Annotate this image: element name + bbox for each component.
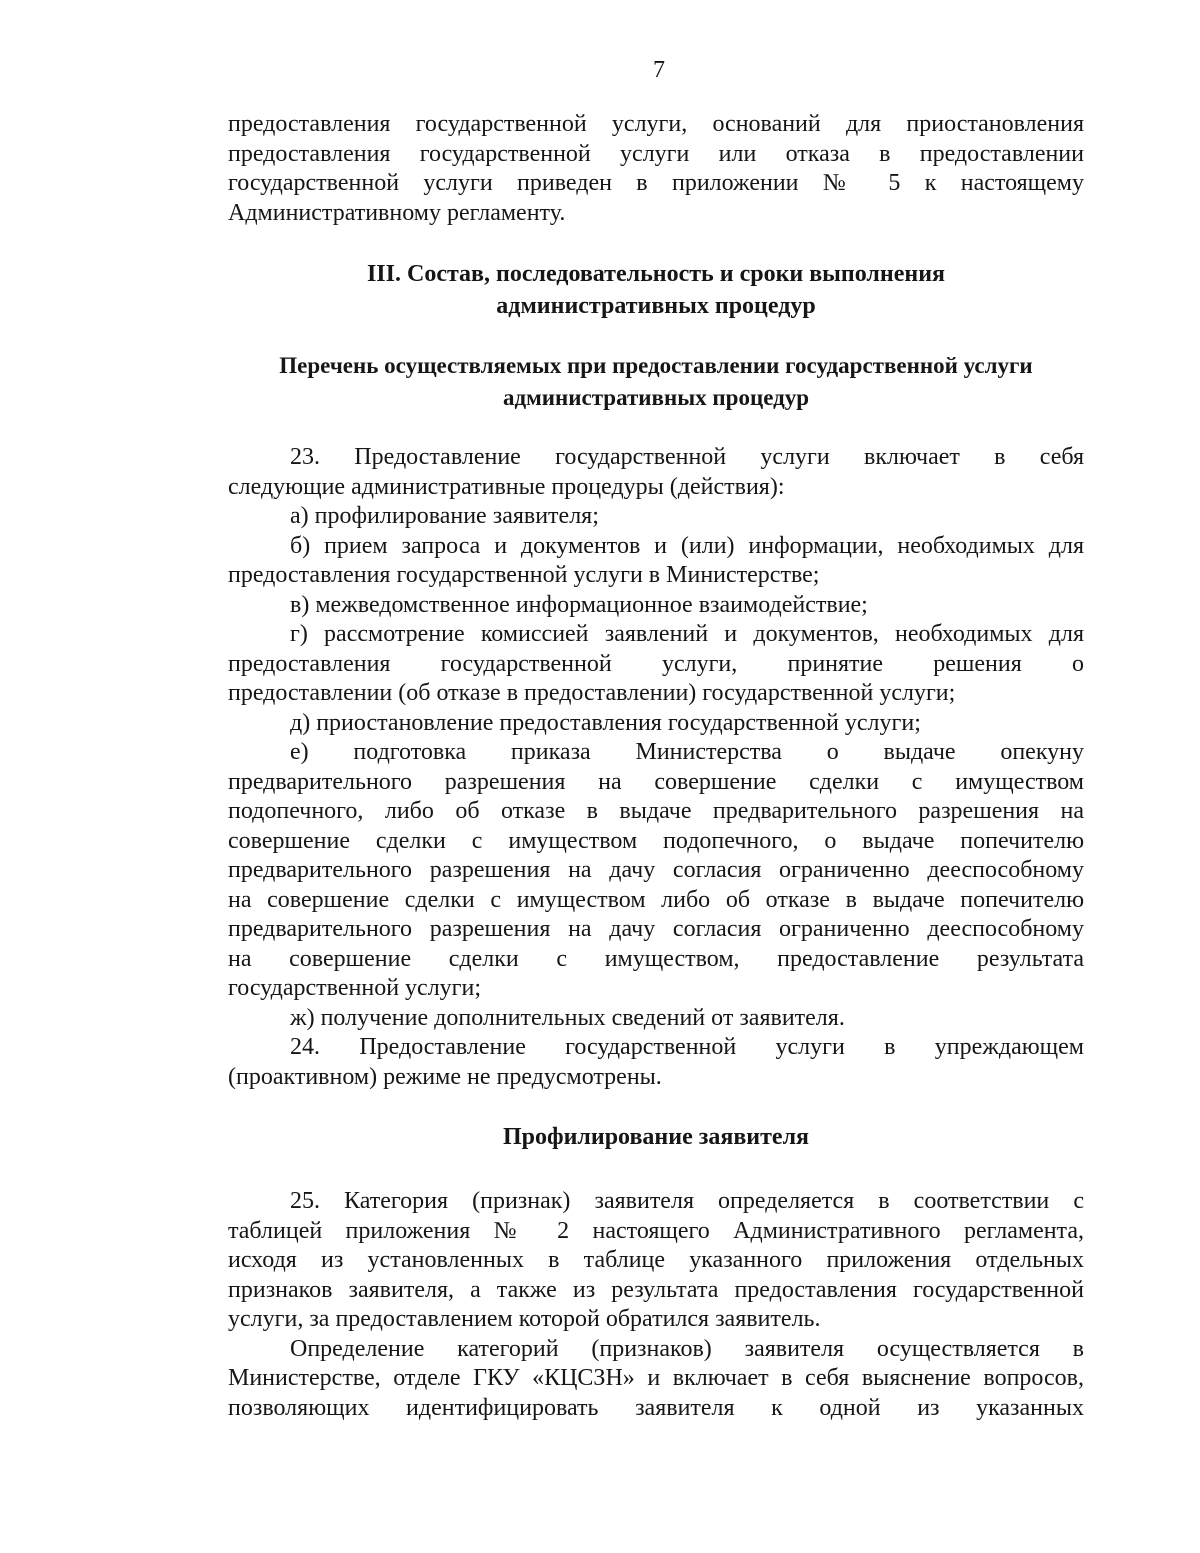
list-item-b (228, 532, 1084, 591)
subsection-heading (228, 350, 1084, 414)
paragraph-25 (228, 1187, 1084, 1335)
text-line: б) прием запроса и документов и (или) информации, необходимых для (290, 532, 1084, 559)
section-heading (228, 258, 1084, 322)
text-line: 23. Предоставление государственной услуги включает в себя (290, 444, 1084, 470)
text-line: в) межведомственное информационное взаимодействие; (290, 591, 868, 618)
profiling-heading (228, 1121, 1084, 1153)
page-number: 7 (653, 57, 665, 83)
text-line: государственной услуги приведен в приложении № 5 к настоящему (228, 170, 1084, 196)
text-line: предоставления государственной услуги или отказа в предоставлении (228, 140, 1084, 167)
text-line: услуги, за предоставлением которой обратился заявитель. (228, 1306, 821, 1332)
text-line: 25. Категория (признак) заявителя определяется в соответствии с (290, 1188, 1084, 1214)
text-line: предварительного разрешения на дачу согласия ограниченно дееспособному (228, 916, 1084, 942)
text-line: д) приостановление предоставления государственной услуги; (290, 709, 921, 736)
heading-line: административных процедур (496, 293, 816, 319)
heading-line: административных процедур (502, 385, 810, 410)
text-line: предоставления государственной услуги, принятие решения о (228, 650, 1084, 677)
intro-paragraph (228, 110, 1084, 228)
heading-line: Профилирование заявителя (502, 1124, 810, 1150)
text-line: совершение сделки с имуществом подопечного, о выдаче попечителю (228, 827, 1084, 854)
text-line: ж) получение дополнительных сведений от заявителя. (290, 1004, 845, 1031)
text-line: Министерстве, отделе ГКУ «КЦСЗН» и включает в себя выяснение вопросов, (228, 1365, 1084, 1391)
text-line: следующие административные процедуры (действия): (228, 473, 785, 500)
text-line: предоставления государственной услуги в Министерстве; (228, 562, 820, 588)
list-item-d (228, 709, 1084, 739)
text-line: а) профилирование заявителя; (290, 503, 599, 529)
list-item-g (228, 620, 1084, 709)
text-line: позволяющих идентифицировать заявителя к одной из указанных (228, 1394, 1084, 1421)
paragraph-23 (228, 443, 1084, 502)
text-line: предварительного разрешения на дачу согласия ограниченно дееспособному (228, 857, 1084, 883)
text-line: (проактивном) режиме не предусмотрены. (228, 1063, 662, 1090)
text-line: на совершение сделки с имуществом, предоставление результата (228, 945, 1084, 972)
list-item-zh (228, 1004, 1084, 1034)
paragraph-24 (228, 1033, 1084, 1092)
document-body (228, 110, 1084, 1423)
paragraph-25-continued (228, 1335, 1084, 1424)
heading-line: Перечень осуществляемых при предоставлении государственной услуги (279, 353, 1033, 378)
text-line: предоставления государственной услуги, оснований для приостановления (228, 111, 1084, 137)
text-line: 24. Предоставление государственной услуги в упреждающем (290, 1034, 1084, 1060)
list-item-a (228, 502, 1084, 532)
text-line: Определение категорий (признаков) заявителя осуществляется в (290, 1335, 1084, 1362)
text-line: исходя из установленных в таблице указанного приложения отдельных (228, 1247, 1084, 1273)
list-item-e (228, 738, 1084, 1004)
text-line: подопечного, либо об отказе в выдаче предварительного разрешения на (228, 798, 1084, 824)
text-line: на совершение сделки с имуществом либо об отказе в выдаче попечителю (228, 886, 1084, 913)
text-line: е) подготовка приказа Министерства о выдаче опекуну (290, 739, 1084, 765)
text-line: государственной услуги; (228, 975, 482, 1001)
text-line: таблицей приложения № 2 настоящего Административного регламента, (228, 1217, 1084, 1244)
text-line: предварительного разрешения на совершение сделки с имуществом (228, 768, 1084, 795)
list-item-v (228, 591, 1084, 621)
text-line: предоставлении (об отказе в предоставлении) государственной услуги; (228, 680, 956, 706)
text-line: признаков заявителя, а также из результата предоставления государственной (228, 1276, 1084, 1303)
text-line: Административному регламенту. (228, 199, 566, 226)
heading-line: III. Состав, последовательность и сроки выполнения (366, 261, 946, 287)
text-line: г) рассмотрение комиссией заявлений и документов, необходимых для (290, 621, 1084, 647)
